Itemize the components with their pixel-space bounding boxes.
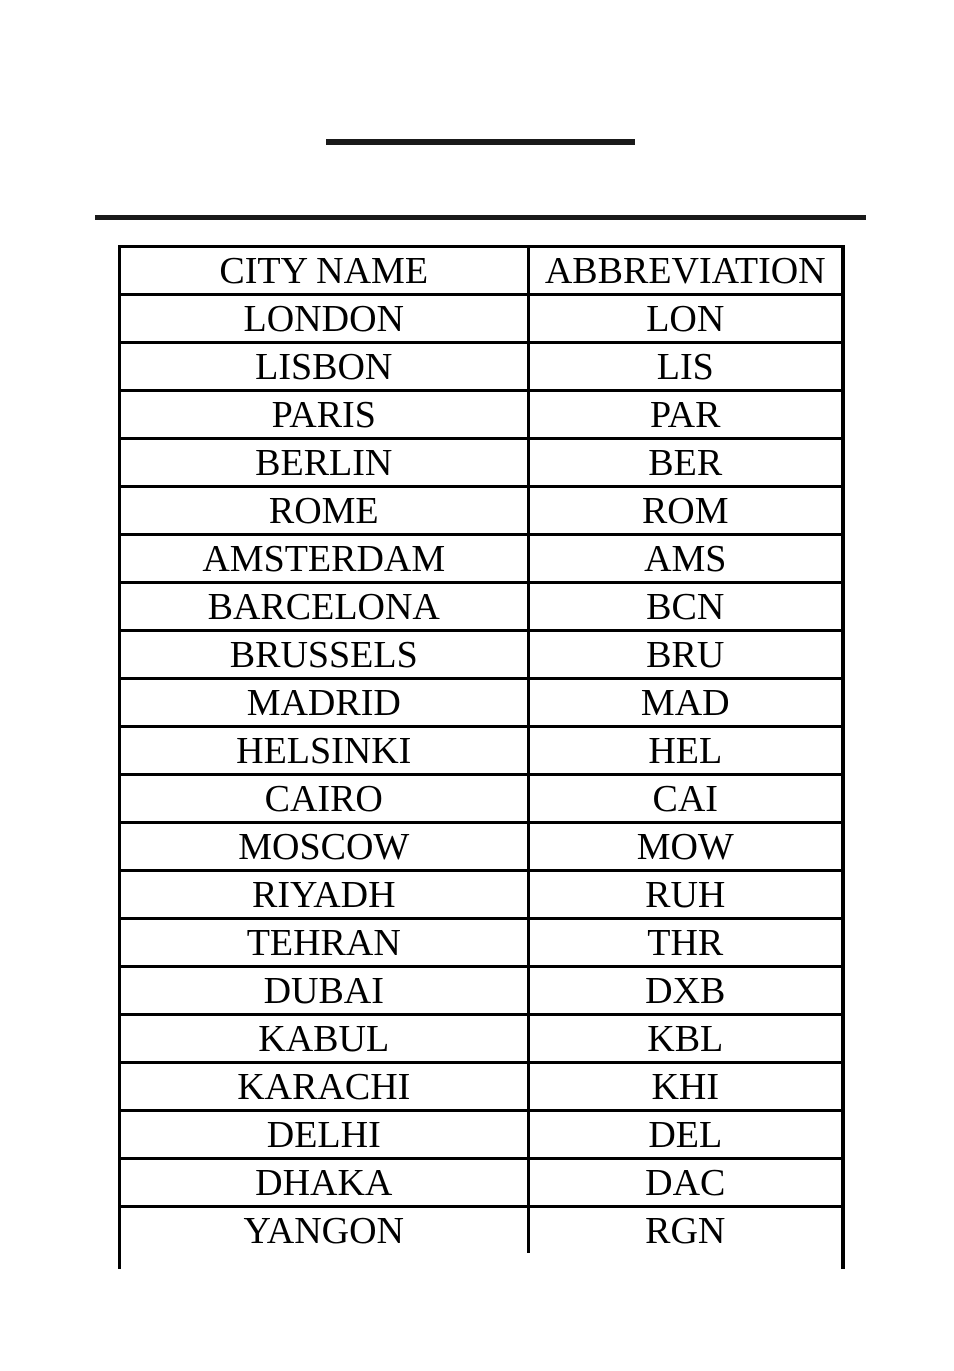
abbreviation-cell: DAC [528,1159,841,1207]
abbreviation-cell: HEL [528,727,841,775]
abbreviation-cell: BRU [528,631,841,679]
column-header-abbreviation: ABBREVIATION [528,248,841,295]
table-row [121,1159,841,1207]
table-row [121,583,841,631]
city-name-cell: MADRID [121,679,528,727]
city-name-cell: CAIRO [121,775,528,823]
city-name-cell: DUBAI [121,967,528,1015]
table-row [121,391,841,439]
abbreviation-cell: DXB [528,967,841,1015]
table-row [121,919,841,967]
city-name-cell: BERLIN [121,439,528,487]
table-row [121,631,841,679]
table-row [121,679,841,727]
city-name-cell: ROME [121,487,528,535]
city-name-cell: LONDON [121,295,528,343]
abbreviation-cell: THR [528,919,841,967]
city-name-cell: DHAKA [121,1159,528,1207]
table-row [121,487,841,535]
table-row [121,967,841,1015]
abbreviation-cell: PAR [528,391,841,439]
city-abbreviation-table [121,248,841,1253]
table-row [121,727,841,775]
table-body [121,295,841,1254]
abbreviation-cell: AMS [528,535,841,583]
city-name-cell: PARIS [121,391,528,439]
city-name-cell: DELHI [121,1111,528,1159]
abbreviation-cell: RGN [645,1209,726,1252]
title-underline [326,139,635,145]
table-row [121,823,841,871]
abbreviation-cell: KBL [528,1015,841,1063]
abbreviation-cell: LON [528,295,841,343]
abbreviation-cell: BER [528,439,841,487]
abbreviation-cell: LIS [528,343,841,391]
abbreviation-cell: MAD [528,679,841,727]
city-name-cell: HELSINKI [121,727,528,775]
abbreviation-cell: KHI [528,1063,841,1111]
city-name-cell: YANGON [121,1207,528,1254]
city-name-cell: MOSCOW [121,823,528,871]
table-row [121,775,841,823]
column-header-city-name: CITY NAME [121,248,528,295]
table-row [121,295,841,343]
city-name-cell: KABUL [121,1015,528,1063]
city-name-cell: TEHRAN [121,919,528,967]
abbreviation-cell: ROM [528,487,841,535]
table-row [121,535,841,583]
table-row [121,1063,841,1111]
header-rule [95,215,866,220]
city-name-cell: KARACHI [121,1063,528,1111]
city-table-container [118,245,845,1269]
table-row [121,439,841,487]
table-row [121,1111,841,1159]
table-row [121,343,841,391]
table-row [121,1015,841,1063]
city-name-cell: LISBON [121,343,528,391]
city-name-cell: BARCELONA [121,583,528,631]
city-name-cell: RIYADH [121,871,528,919]
abbreviation-cell: RUH [528,871,841,919]
abbreviation-cell: DEL [528,1111,841,1159]
abbreviation-cell: BCN [528,583,841,631]
table-row [121,1207,841,1254]
city-name-cell: AMSTERDAM [121,535,528,583]
table-row [121,871,841,919]
abbreviation-cell: CAI [528,775,841,823]
abbreviation-cell: MOW [528,823,841,871]
city-name-cell: BRUSSELS [121,631,528,679]
table-header-row [121,248,841,295]
